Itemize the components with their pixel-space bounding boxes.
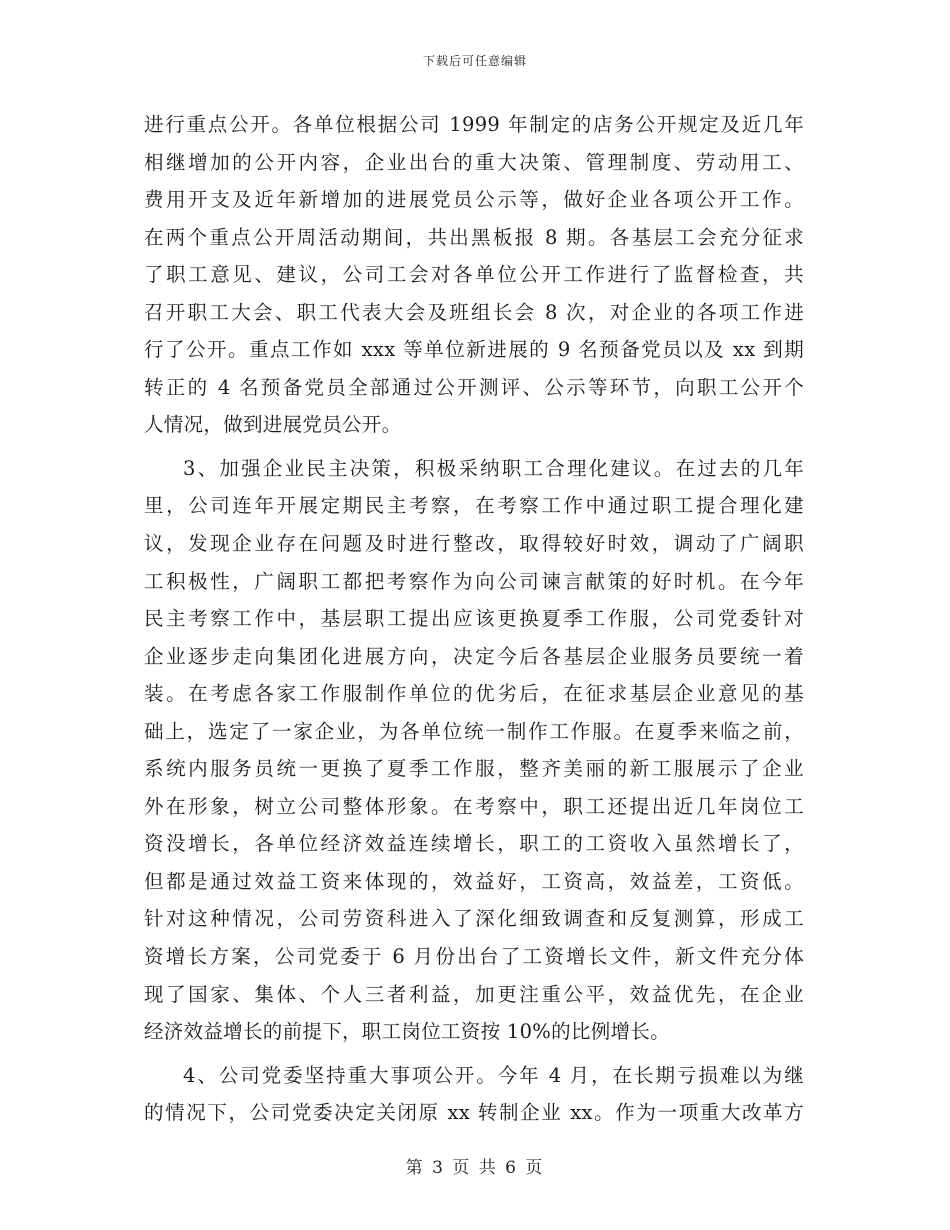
text-line: 的情况下，公司党委决定关闭原 xx 转制企业 xx。作为一项重大改革方 xyxy=(144,1101,804,1125)
text-line: 但都是通过效益工资来体现的，效益好，工资高，效益差，工资低。 xyxy=(144,869,804,893)
text-line: 了职工意见、建议，公司工会对各单位公开工作进行了监督检查，共 xyxy=(144,263,804,287)
text-line: 转正的 4 名预备党员全部通过公开测评、公示等环节，向职工公开个 xyxy=(144,375,804,399)
text-line: 资没增长，各单位经济效益连续增长，职工的工资收入虽然增长了， xyxy=(144,832,804,856)
text-line: 议，发现企业存在问题及时进行整改，取得较好时效，调动了广阔职 xyxy=(144,532,804,556)
text-line: 企业逐步走向集团化进展方向，决定今后各基层企业服务员要统一着 xyxy=(144,644,804,668)
text-line: 进行重点公开。各单位根据公司 1999 年制定的店务公开规定及近几年 xyxy=(144,113,804,136)
page-header-note: 下载后可任意编辑 xyxy=(422,54,527,68)
text-line: 工积极性，广阔职工都把考察作为向公司谏言献策的好时机。在今年 xyxy=(144,569,804,593)
text-line: 经济效益增长的前提下，职工岗位工资按 10%的比例增长。 xyxy=(144,1020,670,1044)
text-line: 召开职工大会、职工代表大会及班组长会 8 次，对企业的各项工作进 xyxy=(144,300,804,324)
text-line: 装。在考虑各家工作服制作单位的优劣后，在征求基层企业意见的基 xyxy=(144,682,804,706)
page-number-footer: 第 3 页 共 6 页 xyxy=(405,1158,545,1178)
text-line: 在两个重点公开周活动期间，共出黑板报 8 期。各基层工会充分征求 xyxy=(144,225,804,249)
paragraph-2 xyxy=(144,450,804,1051)
text-line: 础上，选定了一家企业，为各单位统一制作工作服。在夏季来临之前， xyxy=(144,719,804,743)
text-line: 行了公开。重点工作如 xxx 等单位新进展的 9 名预备党员以及 xx 到期 xyxy=(144,338,804,362)
text-line: 费用开支及近年新增加的进展党员公示等，做好企业各项公开工作。 xyxy=(144,188,804,212)
text-line: 3、加强企业民主决策，积极采纳职工合理化建议。在过去的几年 xyxy=(183,456,804,480)
document-body xyxy=(144,106,804,1132)
text-line: 4、公司党委坚持重大事项公开。今年 4 月，在长期亏损难以为继 xyxy=(183,1063,804,1087)
text-line: 民主考察工作中，基层职工提出应该更换夏季工作服，公司党委针对 xyxy=(144,607,804,631)
text-line: 里，公司连年开展定期民主考察，在考察工作中通过职工提合理化建 xyxy=(144,494,804,518)
paragraph-3 xyxy=(144,1057,804,1132)
paragraph-1 xyxy=(144,106,804,444)
text-line: 外在形象，树立公司整体形象。在考察中，职工还提出近几年岗位工 xyxy=(144,794,804,818)
text-line: 相继增加的公开内容，企业出台的重大决策、管理制度、劳动用工、 xyxy=(144,150,804,174)
text-line: 针对这种情况，公司劳资科进入了深化细致调查和反复测算，形成工 xyxy=(144,907,804,931)
text-line: 系统内服务员统一更换了夏季工作服，整齐美丽的新工服展示了企业 xyxy=(144,757,804,781)
text-line: 现了国家、集体、个人三者利益，加更注重公平，效益优先，在企业 xyxy=(144,982,804,1006)
text-line: 人情况，做到进展党员公开。 xyxy=(144,413,402,437)
text-line: 资增长方案，公司党委于 6 月份出台了工资增长文件，新文件充分体 xyxy=(144,945,804,969)
